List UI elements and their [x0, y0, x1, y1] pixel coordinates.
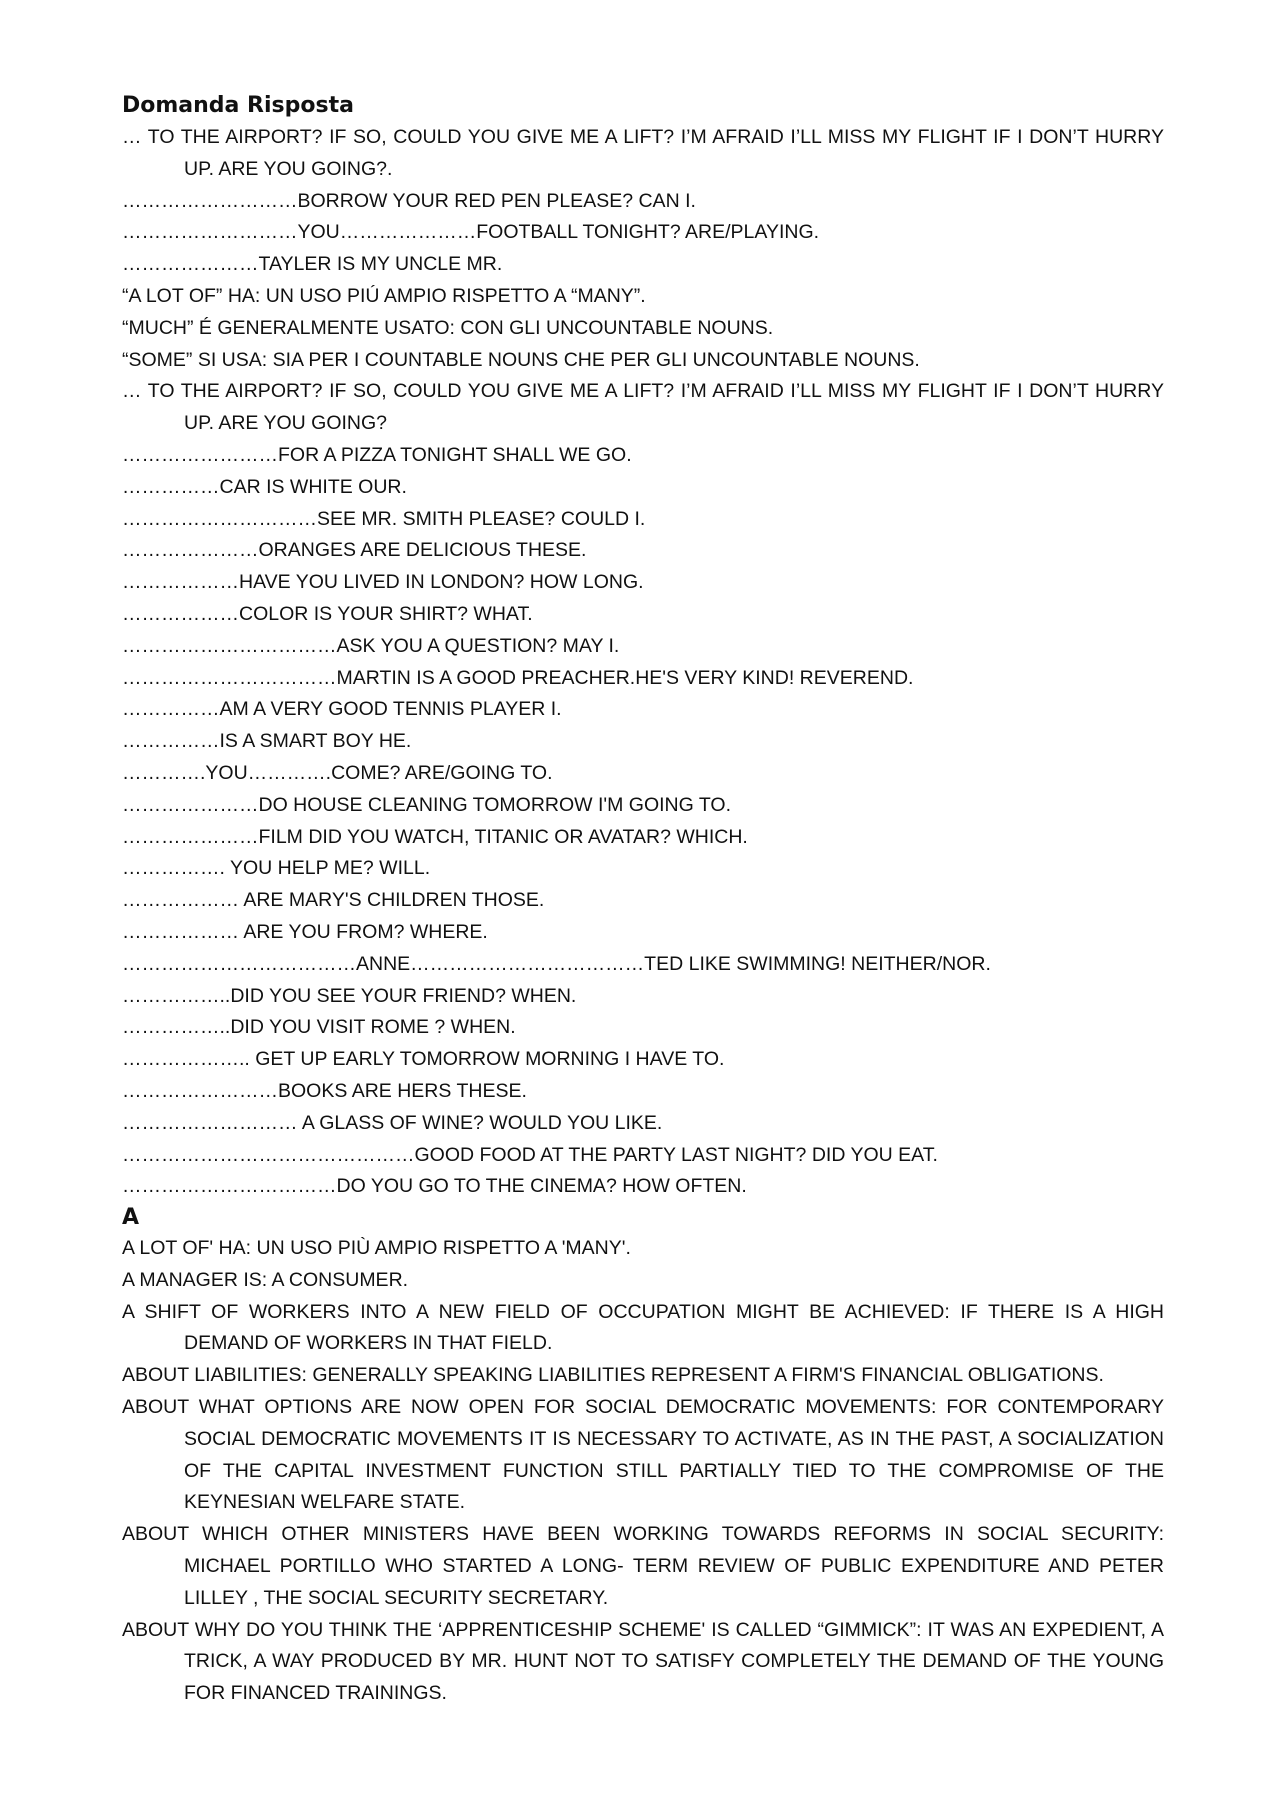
question-entry: ……………………… A GLASS OF WINE? WOULD YOU LIKE.	[122, 1111, 663, 1134]
question-entry: …………………TAYLER IS MY UNCLE MR.	[122, 253, 503, 276]
question-entry: … TO THE AIRPORT? IF SO, COULD YOU GIVE ME A LIFT? I’M AFRAID I’LL MISS MY FLIGHT IF I DON’T HURRY UP. ARE YOU GOING?.	[122, 126, 1164, 180]
document-title: Domanda Risposta	[122, 93, 354, 118]
question-entry: ………………………YOU…………………FOOTBALL TONIGHT? ARE/PLAYING.	[122, 221, 820, 244]
question-entry: ……………… ARE YOU FROM? WHERE.	[122, 920, 488, 943]
question-entry: “MUCH” É GENERALMENTE USATO: CON GLI UNCOUNTABLE NOUNS.	[122, 316, 774, 339]
document-page	[122, 90, 1164, 1710]
question-entry: ……………AM A VERY GOOD TENNIS PLAYER I.	[122, 698, 562, 721]
question-entry: … TO THE AIRPORT? IF SO, COULD YOU GIVE ME A LIFT? I’M AFRAID I’LL MISS MY FLIGHT IF I DON’T HURRY UP. ARE YOU GOING?	[122, 380, 1164, 435]
question-entry: ………………………………………GOOD FOOD AT THE PARTY LAST NIGHT? DID YOU EAT.	[122, 1143, 938, 1166]
question-entry: ……………CAR IS WHITE OUR.	[122, 475, 407, 498]
question-entry: ……………………………DO YOU GO TO THE CINEMA? HOW OFTEN.	[122, 1175, 747, 1198]
question-entry: …………………ORANGES ARE DELICIOUS THESE.	[122, 539, 587, 562]
section-a-list	[122, 1233, 1164, 1710]
question-entry: ………………………………ANNE………………………………TED LIKE SWIMMING! NEITHER/NOR.	[122, 952, 991, 975]
question-entry: ……………………FOR A PIZZA TONIGHT SHALL WE GO.	[122, 443, 632, 466]
question-entry: ………….YOU………….COME? ARE/GOING TO.	[122, 761, 553, 784]
question-entry: “A LOT OF” HA: UN USO PIÚ AMPIO RISPETTO A “MANY”.	[122, 284, 646, 307]
question-entry: ……………….. GET UP EARLY TOMORROW MORNING I HAVE TO.	[122, 1048, 725, 1071]
answer-entry: A MANAGER IS: A CONSUMER.	[122, 1268, 409, 1291]
answer-entry: ABOUT WHAT OPTIONS ARE NOW OPEN FOR SOCIAL DEMOCRATIC MOVEMENTS: FOR CONTEMPORARY SOCIAL DEMOCRATIC MOVEMENTS IT IS NECESSARY TO ACTIVATE, AS IN THE PAST, A SOCIALIZATION OF THE CAPITAL INVESTMENT FUNCTION STILL PARTIALLY TIED TO THE COMPROMISE OF THE KEYNESIAN WELFARE STATE.	[122, 1396, 1164, 1514]
answer-entry: ABOUT WHICH OTHER MINISTERS HAVE BEEN WORKING TOWARDS REFORMS IN SOCIAL SECURITY: MICHAEL PORTILLO WHO STARTED A LONG- TERM REVIEW OF PUBLIC EXPENDITURE AND PETER LILLEY , THE SOCIAL SECURITY SECRETARY.	[122, 1523, 1164, 1609]
question-entry: ……………………………MARTIN IS A GOOD PREACHER.HE'S VERY KIND! REVEREND.	[122, 666, 914, 689]
question-entry: ……………IS A SMART BOY HE.	[122, 730, 412, 753]
question-entry: …………………FILM DID YOU WATCH, TITANIC OR AVATAR? WHICH.	[122, 825, 748, 848]
question-entry: ………………COLOR IS YOUR SHIRT? WHAT.	[122, 602, 533, 625]
question-entry: ……………. YOU HELP ME? WILL.	[122, 857, 431, 880]
answer-entry: A SHIFT OF WORKERS INTO A NEW FIELD OF OCCUPATION MIGHT BE ACHIEVED: IF THERE IS A HIGH DEMAND OF WORKERS IN THAT FIELD.	[122, 1300, 1164, 1355]
section-heading-a: A	[122, 1205, 140, 1231]
answer-entry: A LOT OF' HA: UN USO PIÙ AMPIO RISPETTO A 'MANY'.	[122, 1237, 631, 1260]
question-entry: ……………..DID YOU VISIT ROME ? WHEN.	[122, 1016, 516, 1039]
question-entry: ……………… ARE MARY'S CHILDREN THOSE.	[122, 889, 545, 912]
question-entry: ………………………BORROW YOUR RED PEN PLEASE? CAN I.	[122, 189, 696, 212]
answer-entry: ABOUT WHY DO YOU THINK THE ‘APPRENTICESHIP SCHEME' IS CALLED “GIMMICK”: IT WAS AN EXPEDIENT, A TRICK, A WAY PRODUCED BY MR. HUNT NOT TO SATISFY COMPLETELY THE DEMAND OF THE YOUNG FOR FINANCED TRAININGS.	[122, 1618, 1164, 1705]
question-entry: “SOME” SI USA: SIA PER I COUNTABLE NOUNS CHE PER GLI UNCOUNTABLE NOUNS.	[122, 348, 920, 371]
question-entry: ……………..DID YOU SEE YOUR FRIEND? WHEN.	[122, 984, 577, 1007]
question-entry: …………………DO HOUSE CLEANING TOMORROW I'M GOING TO.	[122, 793, 731, 816]
answer-entry: ABOUT LIABILITIES: GENERALLY SPEAKING LIABILITIES REPRESENT A FIRM'S FINANCIAL OBLIGATIONS.	[122, 1364, 1104, 1387]
question-entry: …………………………SEE MR. SMITH PLEASE? COULD I.	[122, 507, 646, 530]
questions-list	[122, 122, 1164, 1203]
question-entry: ………………HAVE YOU LIVED IN LONDON? HOW LONG.	[122, 571, 644, 594]
question-entry: ……………………………ASK YOU A QUESTION? MAY I.	[122, 634, 620, 657]
question-entry: ……………………BOOKS ARE HERS THESE.	[122, 1079, 527, 1102]
